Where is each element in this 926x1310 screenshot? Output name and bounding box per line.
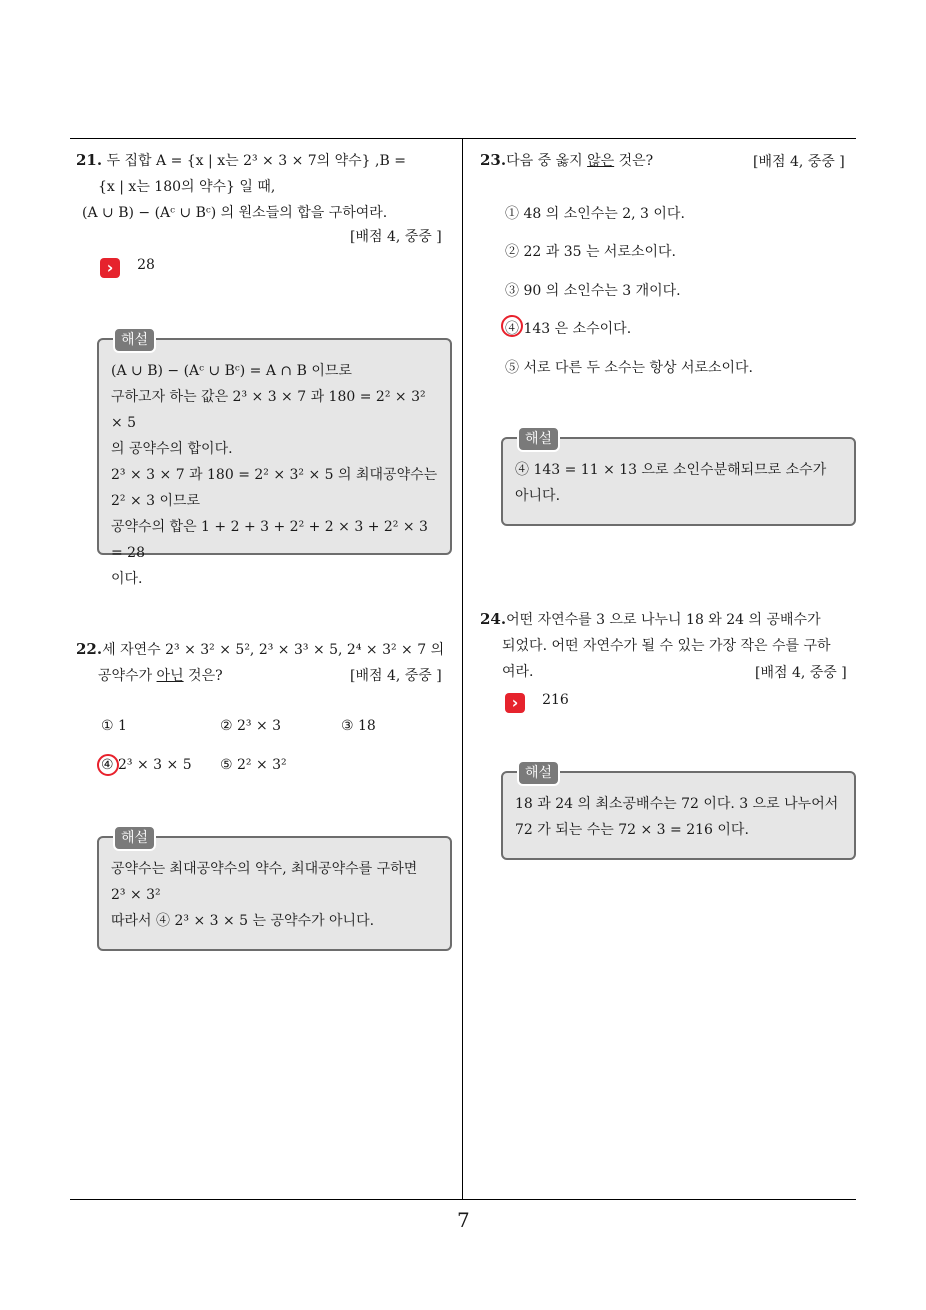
explanation-line: 공약수는 최대공약수의 약수, 최대공약수를 구하면: [111, 861, 418, 877]
option-2: ② 2³ × 3: [220, 718, 282, 734]
explanation-line: 의 공약수의 합이다.: [111, 441, 233, 457]
explanation-line: 72 가 되는 수는 72 × 3 = 216 이다.: [515, 822, 749, 838]
question-number: 24.: [480, 610, 507, 628]
question-line: 공약수가: [98, 668, 157, 684]
answer-arrow-icon: ›: [505, 693, 525, 713]
answer-row: [505, 692, 569, 713]
explanation-line: 따라서 ④ 2³ × 3 × 5 는 공약수가 아니다.: [111, 913, 375, 929]
question-line: 것은?: [183, 668, 223, 684]
underlined-word: 아닌: [156, 668, 184, 684]
explanation-box: [501, 765, 856, 860]
score-label: [배점 4, 중중 ]: [755, 665, 847, 681]
question-line: 세 자연수 2³ × 3² × 5², 2³ × 3³ × 5, 2⁴ × 3² × 7 의: [102, 642, 445, 658]
explanation-line: 구하고자 하는 값은 2³ × 3 × 7 과 180 = 2² × 3² × 5: [111, 389, 426, 431]
answer-value: 216: [542, 692, 569, 708]
explanation-box: [501, 431, 856, 526]
option-5: ⑤ 서로 다른 두 소수는 항상 서로소이다.: [505, 360, 754, 376]
question-line: 것은?: [614, 153, 654, 169]
question-line: (A ∪ B) − (Aᶜ ∪ Bᶜ) 의 원소들의 합을 구하여라.: [82, 205, 388, 221]
score-label: [배점 4, 중중 ]: [350, 668, 442, 684]
score-label: [배점 4, 중중 ]: [350, 229, 442, 245]
top-rule: [70, 138, 856, 139]
question-line: 다음 중 옳지: [506, 153, 588, 169]
question-line: 어떤 자연수를 3 으로 나누니 18 와 24 의 공배수가: [506, 612, 821, 628]
option-2: ② 22 과 35 는 서로소이다.: [505, 244, 676, 260]
explanation-line: (A ∪ B) − (Aᶜ ∪ Bᶜ) = A ∩ B 이므로: [111, 363, 352, 379]
question-line: 되었다. 어떤 자연수가 될 수 있는 가장 작은 수를 구하: [502, 638, 831, 654]
question-23-text: [480, 147, 740, 174]
question-21-text: [76, 147, 456, 226]
answer-row: [100, 257, 155, 278]
explanation-label: 해설: [113, 825, 156, 851]
option-5: ⑤ 2² × 3²: [220, 757, 287, 773]
question-number: 21.: [76, 151, 103, 169]
explanation-line: 이다.: [111, 571, 143, 587]
option-4: ④ 2³ × 3 × 5: [101, 757, 192, 773]
explanation-box: [97, 830, 452, 951]
explanation-line: 공약수의 합은 1 + 2 + 3 + 2² + 2 × 3 + 2² × 3 = 28: [111, 519, 428, 561]
question-number: 22.: [76, 640, 103, 658]
explanation-line: 18 과 24 의 최소공배수는 72 이다. 3 으로 나누어서: [515, 796, 839, 812]
bottom-rule: [70, 1199, 856, 1200]
explanation-label: 해설: [517, 426, 560, 452]
explanation-line: 2³ × 3²: [111, 887, 161, 903]
explanation-line: 2² × 3 이므로: [111, 493, 201, 509]
explanation-box: [97, 332, 452, 587]
question-line: {x | x는 180의 약수} 일 때,: [98, 179, 276, 195]
answer-value: 28: [137, 257, 155, 273]
option-4: ④ 143 은 소수이다.: [505, 321, 632, 337]
explanation-line: 아니다.: [515, 488, 561, 504]
option-1: ① 1: [101, 718, 127, 734]
question-number: 23.: [480, 151, 507, 169]
option-1: ① 48 의 소인수는 2, 3 이다.: [505, 206, 685, 222]
underlined-word: 않은: [587, 153, 615, 169]
column-divider: [462, 139, 463, 1200]
page-number: 7: [457, 1208, 470, 1232]
explanation-line: ④ 143 = 11 × 13 으로 소인수분해되므로 소수가: [515, 462, 827, 478]
question-line: 두 집합 A = {x | x는 2³ × 3 × 7의 약수} ,B =: [106, 153, 406, 169]
option-3: ③ 90 의 소인수는 3 개이다.: [505, 283, 681, 299]
score-label: [배점 4, 중중 ]: [753, 154, 845, 170]
answer-arrow-icon: ›: [100, 258, 120, 278]
explanation-line: 2³ × 3 × 7 과 180 = 2² × 3² × 5 의 최대공약수는: [111, 467, 438, 483]
question-line: 여라.: [502, 664, 534, 680]
explanation-label: 해설: [517, 760, 560, 786]
option-3: ③ 18: [341, 718, 376, 734]
explanation-label: 해설: [113, 327, 156, 353]
